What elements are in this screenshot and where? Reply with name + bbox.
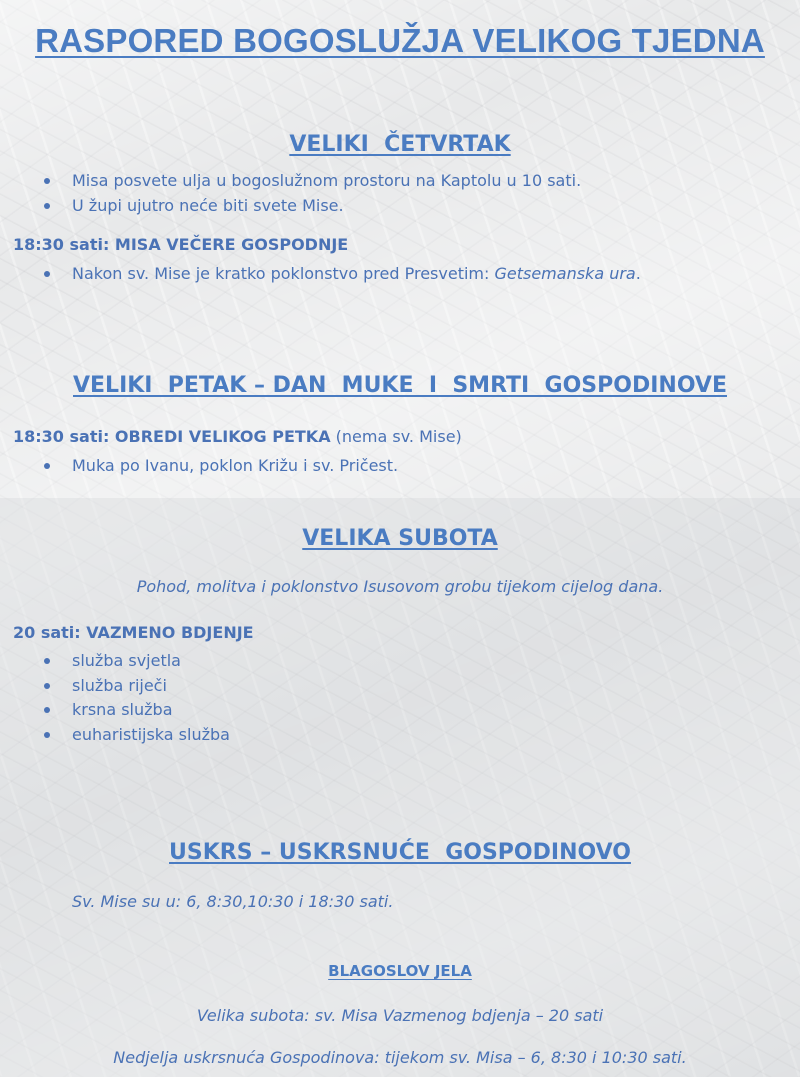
- blessing-line-saturday: Velika subota: sv. Misa Vazmenog bdjenja – 20 sati: [196, 1006, 604, 1025]
- list-item: euharistijska služba: [44, 723, 230, 748]
- friday-event-label: 18:30 sati: OBREDI VELIKOG PETKA (nema sv. Mise): [13, 427, 462, 446]
- saturday-note: Pohod, molitva i poklonstvo Isusovom grobu tijekom cijelog dana.: [136, 577, 664, 596]
- friday-heading: VELIKI PETAK – DAN MUKE I SMRTI GOSPODINOVE: [73, 373, 727, 398]
- list-item: služba svjetla: [44, 649, 230, 674]
- bullet-icon: [44, 178, 50, 184]
- bullet-icon: [44, 463, 50, 469]
- list-item: U župi ujutro neće biti svete Mise.: [44, 194, 581, 219]
- blessing-line-sunday: Nedjelja uskrsnuća Gospodinova: tijekom sv. Misa – 6, 8:30 i 10:30 sati.: [113, 1048, 687, 1067]
- bullet-icon: [44, 658, 50, 664]
- bullet-icon: [44, 271, 50, 277]
- easter-heading: USKRS – USKRSNUĆE GOSPODINOVO: [169, 840, 631, 865]
- list-item: služba riječi: [44, 674, 230, 699]
- easter-masses: Sv. Mise su u: 6, 8:30,10:30 i 18:30 sati.: [72, 892, 394, 911]
- bullet-icon: [44, 203, 50, 209]
- bullet-icon: [44, 683, 50, 689]
- bullet-icon: [44, 707, 50, 713]
- blessing-heading: BLAGOSLOV JELA: [328, 962, 472, 980]
- list-item: Muka po Ivanu, poklon Križu i sv. Pričest.: [44, 454, 398, 479]
- thursday-heading: VELIKI ČETVRTAK: [289, 132, 511, 157]
- list-item: Nakon sv. Mise je kratko poklonstvo pred Presvetim: Getsemanska ura.: [44, 262, 641, 287]
- getsemanska-ura-text: Getsemanska ura: [494, 264, 636, 283]
- thursday-bullet-list: [44, 169, 581, 218]
- saturday-heading: VELIKA SUBOTA: [302, 526, 498, 551]
- list-item: krsna služba: [44, 698, 230, 723]
- thursday-event-list: [44, 262, 641, 287]
- thursday-event-label: 18:30 sati: MISA VEČERE GOSPODNJE: [13, 235, 349, 254]
- friday-event-note: (nema sv. Mise): [330, 427, 462, 446]
- friday-bullet-list: [44, 454, 398, 479]
- bullet-icon: [44, 732, 50, 738]
- page-title: RASPORED BOGOSLUŽJA VELIKOG TJEDNA: [35, 22, 765, 59]
- saturday-bullet-list: [44, 649, 230, 747]
- list-item: Misa posvete ulja u bogoslužnom prostoru na Kaptolu u 10 sati.: [44, 169, 581, 194]
- saturday-event-label: 20 sati: VAZMENO BDJENJE: [13, 623, 254, 642]
